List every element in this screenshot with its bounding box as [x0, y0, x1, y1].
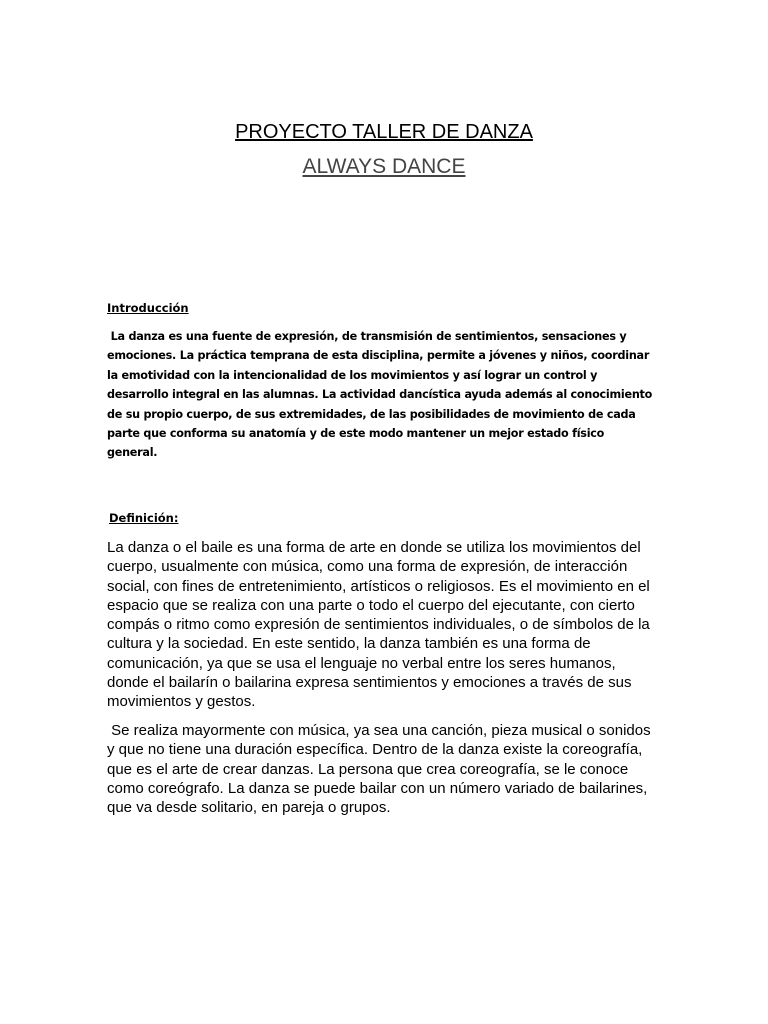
document-title: PROYECTO TALLER DE DANZA: [235, 121, 533, 143]
definition-heading: Definición:: [109, 511, 179, 525]
definition-paragraph-1: La danza o el baile es una forma de arte en donde se utiliza los movimientos del cuerpo, usualmente con música, como una forma de expresión, de interacción social, con fines de entretenimiento, artísticos o religiosos. Es el movimiento en el espacio que se realiza con una parte o todo el cuerpo del ejecutante, con cierto compás o ritmo como expresión de sentimientos individuales, o de símbolos de la cultura y la sociedad. En este sentido, la danza también es una forma de comunicación, ya que se usa el lenguaje no verbal entre los seres humanos, donde el bailarín o bailarina expresa sentimientos y emociones a través de sus movimientos y gestos.: [107, 539, 650, 711]
introduction-heading: Introducción: [107, 301, 189, 315]
document-subtitle: ALWAYS DANCE: [302, 155, 466, 178]
introduction-paragraph: La danza es una fuente de expresión, de transmisión de sentimientos, sensaciones y emociones. La práctica temprana de esta disciplina, permite a jóvenes y niños, coordinar la emotividad con la intencionalidad de los movimientos y así lograr un control y desarrollo integral en las alumnas. La actividad dancística ayuda además al conocimiento de su propio cuerpo, de sus extremidades, de las posibilidades de movimiento de cada parte que conforma su anatomía y de este modo mantener un mejor estado físico general.: [107, 330, 656, 460]
definition-paragraph-2: Se realiza mayormente con música, ya sea una canción, pieza musical o sonidos y que no tiene una duración específica. Dentro de la danza existe la coreografía, que es el arte de crear danzas. La persona que crea coreografía, se le conoce como coreógrafo. La danza se puede bailar con un número variado de bailarines, que va desde solitario, en pareja o grupos.: [107, 722, 655, 817]
